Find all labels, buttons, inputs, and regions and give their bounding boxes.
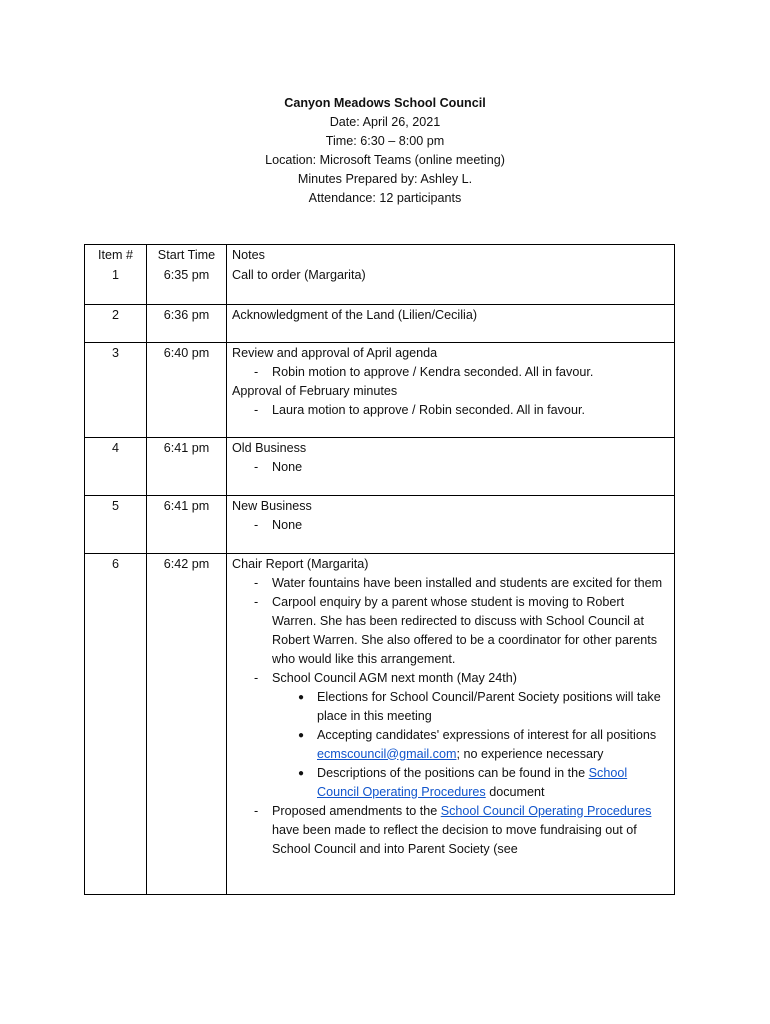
notes-bullet: - None	[232, 516, 669, 535]
notes-bullet	[232, 802, 669, 859]
notes-sub-bullet	[232, 726, 669, 764]
meeting-location: Location: Microsoft Teams (online meeting)	[265, 153, 505, 167]
notes-cell	[227, 304, 675, 342]
item-number: 5	[85, 495, 147, 553]
notes-bullet: - Laura motion to approve / Robin seconded. All in favour.	[232, 401, 669, 420]
column-header-start-time: Start Time	[147, 245, 227, 266]
notes-sub-bullet	[232, 764, 669, 802]
table-row	[85, 304, 675, 342]
start-time: 6:41 pm	[147, 495, 227, 553]
bullet-text: Proposed amendments to the	[272, 803, 441, 818]
notes-heading: New Business	[232, 498, 312, 513]
operating-procedures-link[interactable]: School Council Operating Procedures	[317, 765, 628, 799]
operating-procedures-link[interactable]: School Council Operating Procedures	[440, 803, 652, 818]
notes-bullet: - Robin motion to approve / Kendra seconded. All in favour.	[232, 363, 669, 382]
table-row	[85, 437, 675, 495]
meeting-attendance: Attendance: 12 participants	[308, 191, 462, 205]
bullet-text: have been made to reflect the decision to move fundraising out of School Council and into Parent Society (see	[272, 822, 637, 856]
notes-bullet: - None	[232, 458, 669, 477]
table-row	[85, 265, 675, 304]
meeting-date: Date: April 26, 2021	[329, 115, 441, 129]
table-row	[85, 342, 675, 437]
meeting-header	[0, 94, 770, 208]
start-time: 6:35 pm	[147, 265, 227, 304]
table-row	[85, 495, 675, 553]
item-number: 4	[85, 437, 147, 495]
sub-bullet-text: Accepting candidates' expressions of interest for all positions	[317, 727, 657, 742]
item-number: 1	[85, 265, 147, 304]
column-header-notes: Notes	[227, 245, 675, 266]
notes-heading: Acknowledgment of the Land (Lilien/Cecilia)	[232, 307, 478, 322]
sub-bullet-text: Descriptions of the positions can be found in the	[317, 765, 589, 780]
notes-bullet: - Carpool enquiry by a parent whose student is moving to Robert Warren. She has been redirected to discuss with School Council at Robert Warren. She also offered to be a coordinator for other parents who would like this arrangement.	[232, 593, 669, 669]
notes-heading: Old Business	[232, 440, 307, 455]
notes-cell	[227, 553, 675, 894]
item-number: 2	[85, 304, 147, 342]
minutes-preparer: Minutes Prepared by: Ashley L.	[297, 172, 473, 186]
column-header-item: Item #	[85, 245, 147, 266]
sub-bullet-text: ; no experience necessary	[456, 746, 604, 761]
item-number: 3	[85, 342, 147, 437]
minutes-table	[84, 244, 675, 895]
meeting-time: Time: 6:30 – 8:00 pm	[325, 134, 445, 148]
notes-heading: Chair Report (Margarita)	[232, 556, 369, 571]
start-time: 6:41 pm	[147, 437, 227, 495]
council-title: Canyon Meadows School Council	[284, 96, 486, 110]
notes-cell	[227, 437, 675, 495]
notes-bullet: - School Council AGM next month (May 24th)	[232, 669, 669, 688]
start-time: 6:40 pm	[147, 342, 227, 437]
start-time: 6:36 pm	[147, 304, 227, 342]
notes-cell	[227, 342, 675, 437]
table-row	[85, 553, 675, 894]
notes-cell	[227, 265, 675, 304]
start-time: 6:42 pm	[147, 553, 227, 894]
notes-heading: Call to order (Margarita)	[232, 268, 366, 282]
notes-cell	[227, 495, 675, 553]
notes-sub-bullet: ● Elections for School Council/Parent Society positions will take place in this meeting	[232, 688, 669, 726]
notes-bullet: - Water fountains have been installed and students are excited for them	[232, 574, 669, 593]
notes-heading: Review and approval of April agenda	[232, 345, 438, 360]
sub-bullet-text: document	[485, 784, 545, 799]
notes-heading: Approval of February minutes	[232, 383, 398, 398]
item-number: 6	[85, 553, 147, 894]
council-email-link[interactable]: ecmscouncil@gmail.com	[317, 746, 457, 761]
table-header-row	[85, 245, 675, 266]
